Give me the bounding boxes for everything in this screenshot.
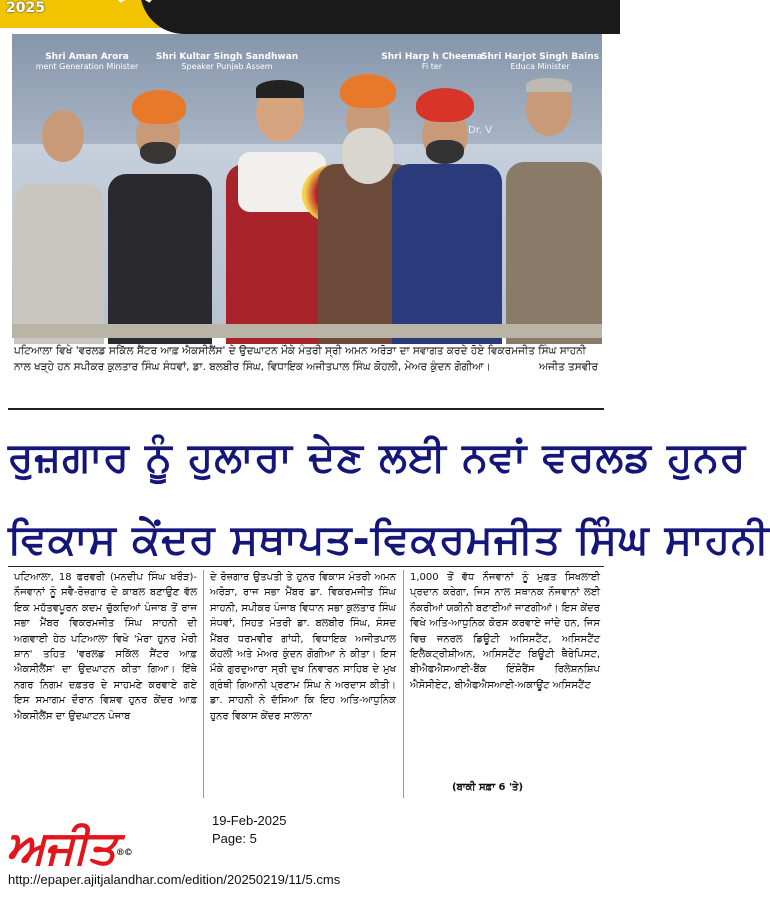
edition-date: 19-Feb-2025	[212, 813, 287, 828]
masthead-dark-band	[140, 0, 620, 34]
banner-caption-1: Shri Aman Arora ment Generation Minister	[35, 52, 139, 71]
article-column-2	[210, 570, 396, 724]
banner-fragment: Dr. V	[468, 125, 493, 136]
banner-caption-3: Shri Harp h Cheema Fi ter	[381, 52, 483, 71]
news-photo	[12, 34, 602, 338]
article-column-3	[410, 570, 600, 693]
epaper-url[interactable]: http://epaper.ajitjalandhar.com/edition/20250219/11/5.cms	[8, 872, 341, 887]
masthead-year: 2025	[6, 0, 45, 16]
stage-floor	[12, 324, 602, 338]
headline-line-1: ਰੁਜ਼ਗਾਰ ਨੂੰ ਹੁਲਾਰਾ ਦੇਣ ਲਈ ਨਵਾਂ ਵਰਲਡ ਹੁਨਰ	[8, 433, 747, 481]
masthead-swoosh	[112, 0, 158, 30]
edition-page: Page: 5	[212, 831, 257, 846]
caption-text: ਪਟਿਆਲਾ ਵਿਖੇ 'ਵਰਲਡ ਸਕਿੱਲ ਸੈਂਟਰ ਆਫ਼ ਐਕਸੀਲੈਂਸ' ਦੇ ਉਦਘਾਟਨ ਮੌਕੇ ਮੰਤਰੀ ਸ੍ਰੀ ਅਮਨ ਅਰੋੜਾ ਦਾ ਸਵਾਗਤ ਕਰਦੇ ਹੋਏ ਵਿਕਰਮਜੀਤ ਸਿੰਘ ਸਾਹਨੀ ਨਾਲ ਖੜ੍ਹੇ ਹਨ ਸਪੀਕਰ ਕੁਲਤਾਰ ਸਿੰਘ ਸੰਧਵਾਂ, ਡਾ. ਬਲਬੀਰ ਸਿੰਘ, ਵਿਧਾਇਕ ਅਜੀਤਪਾਲ ਸਿੰਘ ਕੋਹਲੀ, ਮੇਅਰ ਕੁੰਦਨ ਗੋਗੀਆ।	[14, 345, 586, 373]
article-column-1	[14, 570, 197, 724]
headline-line-2: ਵਿਕਾਸ ਕੇਂਦਰ ਸਥਾਪਤ-ਵਿਕਰਮਜੀਤ ਸਿੰਘ ਸਾਹਨੀ	[8, 515, 770, 563]
column-divider-1	[203, 570, 204, 798]
article-col3-text: 1,000 ਤੋਂ ਵੱਧ ਨੌਜਵਾਨਾਂ ਨੂੰ ਮੁਫ਼ਤ ਸਿਖਲਾਈ ਪ੍ਰਦਾਨ ਕਰੇਗਾ, ਜਿਸ ਨਾਲ ਸਥਾਨਕ ਨੌਜਵਾਨਾਂ ਲਈ ਨੌਕਰੀਆਂ ਯਕੀਨੀ ਬਣਾਈਆਂ ਜਾਣਗੀਆਂ। ਇਸ ਕੇਂਦਰ ਵਿਖੇ ਅਤਿ-ਆਧੁਨਿਕ ਕੋਰਸ ਕਰਵਾਏ ਜਾਂਦੇ ਹਨ, ਜਿਸ ਵਿਚ ਜਨਰਲ ਡਿਊਟੀ ਅਸਿਸਟੈਂਟ, ਅਸਿਸਟੈਂਟ ਇਲੈਕਟ੍ਰੀਸ਼ੀਅਨ, ਅਸਿਸਟੈਂਟ ਬਿਊਟੀ ਥੈਰੇਪਿਸਟ, ਬੀਐਫਐਸਆਈ-ਬੈਂਕ ਇੰਸ਼ੋਰੈਂਸ ਰਿਲੇਸ਼ਨਸ਼ਿਪ ਐਸੋਸੀਏਟ, ਬੀਐਫਐਸਆਈ-ਅਕਾਊਂਟ ਅਸਿਸਟੈਂਟ	[410, 572, 600, 691]
article-col1-text: ਪਟਿਆਲਾ, 18 ਫਰਵਰੀ (ਮਨਦੀਪ ਸਿੰਘ ਖਰੌੜ)-ਨੌਜਵਾਨਾਂ ਨੂੰ ਸਵੈ-ਰੋਜ਼ਗਾਰ ਦੇ ਕਾਬਲ ਬਣਾਉਣ ਵੱਲ ਇਕ ਮਹੱਤਵਪੂਰਨ ਕਦਮ ਚੁੱਕਦਿਆਂ ਪੰਜਾਬ ਤੋਂ ਰਾਜ ਸਭਾ ਮੈਂਬਰ ਵਿਕਰਮਜੀਤ ਸਿੰਘ ਸਾਹਨੀ ਦੀ ਅਗਵਾਈ ਹੇਠ ਪਟਿਆਲਾ ਵਿਖੇ 'ਮੇਰਾ ਹੁਨਰ ਮੇਰੀ ਸ਼ਾਨ' ਤਹਿਤ 'ਵਰਲਡ ਸਕਿੱਲ ਸੈਂਟਰ ਆਫ਼ ਐਕਸੀਲੈਂਸ' ਦਾ ਉਦਘਾਟਨ ਕੀਤਾ ਗਿਆ। ਇੱਥੇ ਨਗਰ ਨਿਗਮ ਦਫ਼ਤਰ ਦੇ ਸਾਹਮਣੇ ਕਰਵਾਏ ਗਏ ਇਸ ਸਮਾਗਮ ਦੌਰਾਨ ਵਿਸ਼ਵ ਹੁਨਰ ਕੇਂਦਰ ਆਫ਼ ਐਕਸੀਲੈਂਸ ਦਾ ਉਦਘਾਟਨ ਪੰਜਾਬ	[14, 572, 197, 722]
edition-info	[212, 812, 286, 848]
rule-top	[8, 408, 604, 410]
article-col2-text: ਦੇ ਰੋਜ਼ਗਾਰ ਉਤਪਤੀ ਤੇ ਹੁਨਰ ਵਿਕਾਸ ਮੰਤਰੀ ਅਮਨ ਅਰੋੜਾ, ਰਾਜ ਸਭਾ ਮੈਂਬਰ ਡਾ. ਵਿਕਰਮਜੀਤ ਸਿੰਘ ਸਾਹਨੀ, ਸਪੀਕਰ ਪੰਜਾਬ ਵਿਧਾਨ ਸਭਾ ਕੁਲਤਾਰ ਸਿੰਘ ਸੰਧਵਾਂ, ਸਿਹਤ ਮੰਤਰੀ ਡਾ. ਬਲਬੀਰ ਸਿੰਘ, ਸੰਸਦ ਮੈਂਬਰ ਧਰਮਵੀਰ ਗਾਂਧੀ, ਵਿਧਾਇਕ ਅਜੀਤਪਾਲ ਕੋਹਲੀ ਅਤੇ ਮੇਅਰ ਕੁੰਦਨ ਗੋਗੀਆ ਨੇ ਕੀਤਾ। ਇਸ ਮੌਕੇ ਗੁਰਦੁਆਰਾ ਸ੍ਰੀ ਦੁਖ ਨਿਵਾਰਨ ਸਾਹਿਬ ਦੇ ਮੁਖ ਗ੍ਰੰਥੀ ਗਿਆਨੀ ਪ੍ਰਣਾਮ ਸਿੰਘ ਨੇ ਅਰਦਾਸ ਕੀਤੀ। ਡਾ. ਸਾਹਨੀ ਨੇ ਦੱਸਿਆ ਕਿ ਇਹ ਅਤਿ-ਆਧੁਨਿਕ ਹੁਨਰ ਵਿਕਾਸ ਕੇਂਦਰ ਸਾਲਾਨਾ	[210, 572, 396, 722]
masthead-strip	[0, 0, 614, 28]
logo-text: ਅਜੀਤ	[6, 820, 116, 874]
stage-backdrop	[12, 34, 602, 144]
rule-below-headline	[8, 566, 604, 567]
column-divider-2	[403, 570, 404, 798]
logo-registered-mark: ®©	[115, 848, 132, 858]
photo-caption	[14, 344, 602, 375]
banner-caption-2: Shri Kultar Singh Sandhwan Speaker Punjab Assem	[155, 52, 299, 71]
continued-note: (ਬਾਕੀ ਸਫ਼ਾ 6 'ਤੇ)	[452, 782, 524, 793]
photo-credit: ਅਜੀਤ ਤਸਵੀਰ	[538, 360, 598, 373]
ajit-logo	[6, 820, 132, 874]
banner-caption-4: Shri Harjot Singh Bains Educa Minister	[480, 52, 600, 71]
headline	[8, 416, 770, 580]
